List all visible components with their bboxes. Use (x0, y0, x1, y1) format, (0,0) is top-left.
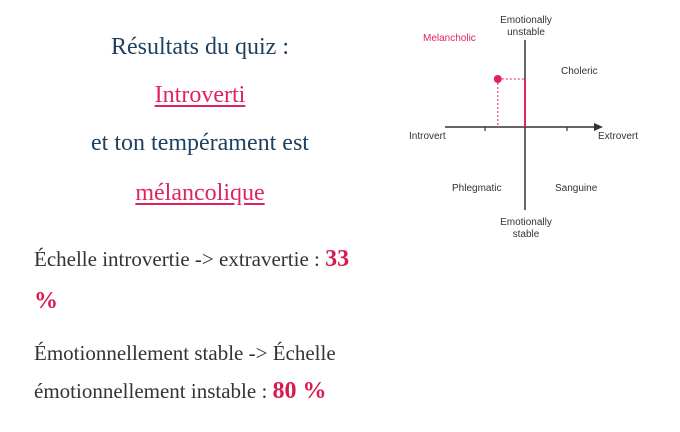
personality-type-link[interactable]: Introverti (154, 82, 246, 108)
stability-label-line2: émotionnellement instable : (34, 379, 268, 403)
bottom-axis-label-line2: stable (512, 229, 540, 240)
introvert-extravert-scale (34, 238, 374, 322)
stability-scale (34, 334, 374, 410)
stability-label-line1: Émotionnellement stable -> Échelle (34, 341, 336, 365)
extrovert-label: Extrovert (598, 131, 639, 142)
stability-value: 80 % (272, 378, 327, 404)
introvert-label: Introvert (409, 131, 446, 142)
quadrant-choleric: Choleric (561, 66, 598, 77)
introvert-extravert-value: 33 % (34, 246, 350, 314)
stability-label-line2-row (34, 372, 374, 410)
top-axis-label-line2: unstable (507, 27, 545, 38)
temperament-intro: et ton tempérament est (91, 130, 309, 156)
temperament-link[interactable]: mélancolique (135, 180, 265, 206)
temperament-diagram (400, 0, 660, 260)
personality-type-wrapper (0, 82, 400, 109)
quadrant-melancholic: Melancholic (423, 33, 476, 44)
top-axis-label-line1: Emotionally (500, 15, 552, 26)
quadrant-sanguine: Sanguine (555, 183, 598, 194)
bottom-axis-label-line1: Emotionally (500, 217, 552, 228)
result-marker (494, 75, 502, 83)
temperament-wrapper (0, 180, 400, 207)
extrovert-arrow-icon (594, 123, 603, 131)
results-title: Résultats du quiz : (111, 34, 289, 60)
quadrant-phlegmatic: Phlegmatic (452, 183, 502, 194)
introvert-extravert-label: Échelle introvertie -> extravertie : (34, 247, 320, 271)
